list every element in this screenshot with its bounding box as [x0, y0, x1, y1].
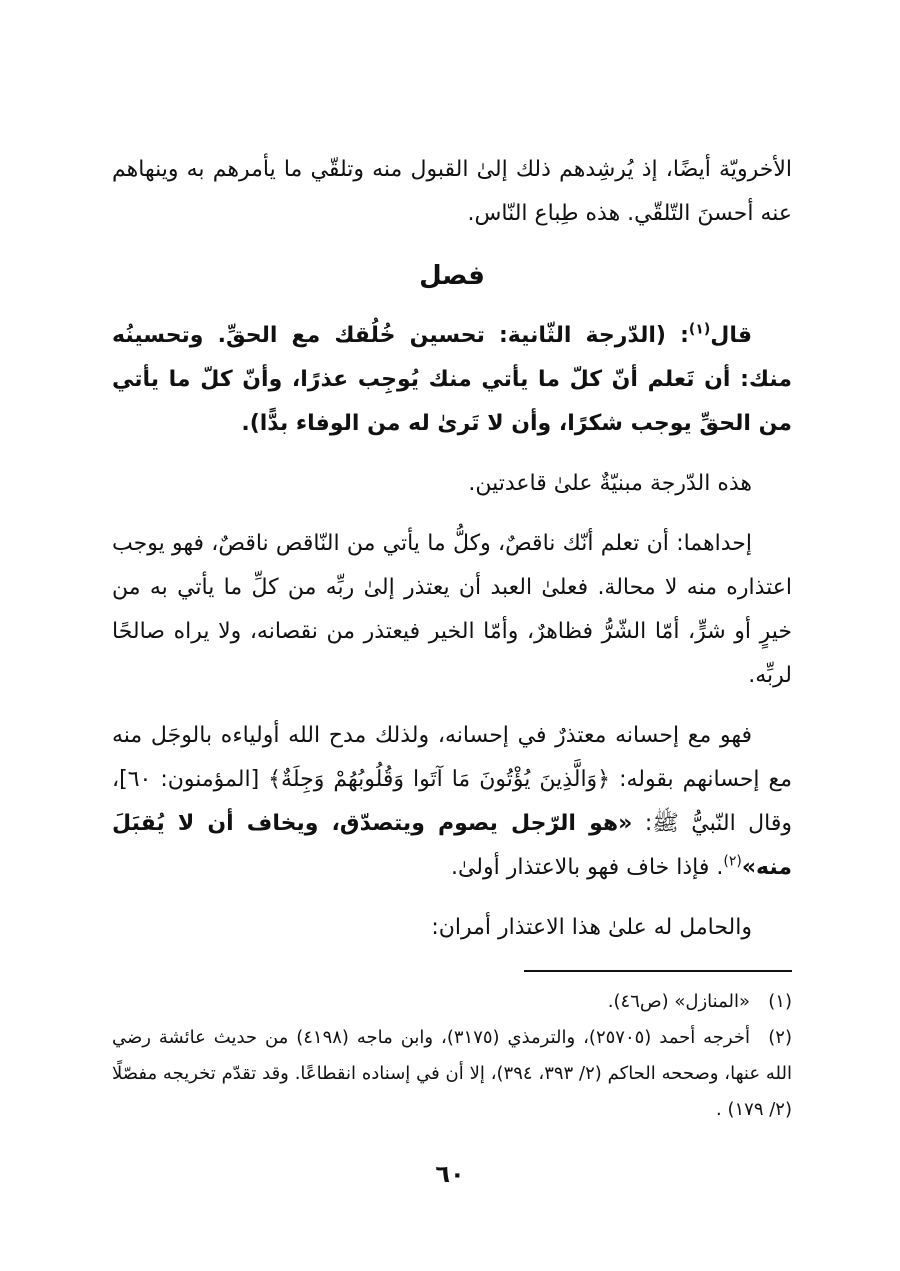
quote-text: : (الدّرجة الثّانية: تحسين خُلُقك مع الحقِّ. وتحسينُه منك: أن تَعلم أنّ كلّ ما يأتي منك يُوجِب عذرًا، وأنّ كلّ ما يأتي من الحقِّ يوجب شكرًا، وأن لا تَرىٰ له من الوفاء بدًّا). — [112, 323, 792, 436]
quran-verse: ﴿وَالَّذِينَ يُؤْتُونَ مَا آتَوا وَقُلُوبُهُمْ وَجِلَةٌ﴾ — [268, 767, 611, 792]
intro-paragraph: الأخرويّة أيضًا، إذ يُرشِدهم ذلك إلىٰ القبول منه وتلقّي ما يأمرهم به وينهاهم عنه أحسنَ التّلقّي. هذه طِباع النّاس. — [112, 157, 792, 226]
two-bases-paragraph: هذه الدّرجة مبنيّةٌ علىٰ قاعدتين. — [468, 471, 752, 496]
footnote-1 — [112, 984, 792, 1020]
section-heading: فصل — [419, 261, 485, 291]
footnote-number: (١) — [768, 991, 792, 1012]
page-number: ٦٠ — [435, 1160, 465, 1188]
ihsan-text: فهو مع إحسانه معتذرٌ في إحسانه، ولذلك مدح الله أولياءه بالوجَل منه مع إحسانهم بقوله: — [112, 723, 793, 792]
footnote-ref-1: (١) — [688, 321, 711, 338]
quote-qaal: قال — [710, 323, 752, 348]
hadith-text: «هو الرّجل يصوم ويتصدّق، ويخاف أن لا يُقبَلَ منه» — [112, 811, 792, 880]
ihsan-paragraph — [112, 714, 792, 890]
footnote-number: (٢) — [768, 1027, 792, 1048]
verse-reference: [المؤمنون: ٦٠]، وقال النّبيُّ ﷺ: — [112, 767, 792, 836]
footnote-ref-2: (٢) — [723, 853, 742, 870]
footnote-2 — [112, 1020, 792, 1128]
footnote-divider — [524, 970, 792, 972]
footnote-text: «المنازل» (ص٤٦). — [607, 991, 750, 1012]
two-matters-paragraph: والحامل له علىٰ هذا الاعتذار أمران: — [431, 915, 752, 940]
ihsan-conclusion: . فإذا خاف فهو بالاعتذار أولىٰ. — [450, 855, 724, 880]
first-base-paragraph: إحداهما: أن تعلم أنّك ناقصٌ، وكلُّ ما يأتي من النّاقص ناقصٌ، فهو يوجب اعتذاره منه لا محالة. فعلىٰ العبد أن يعتذر إلىٰ ربِّه من كلِّ ما يأتي به من خيرٍ أو شرٍّ، أمّا الشّرُّ فظاهرٌ، وأمّا الخير فيعتذر من نقصانه، ولا يراه صالحًا لربِّه. — [112, 531, 792, 688]
quote-paragraph — [112, 314, 792, 446]
footnote-text: أخرجه أحمد (٢٥٧٠٥)، والترمذي (٣١٧٥)، وابن ماجه (٤١٩٨) من حديث عائشة رضي الله عنها، وصححه الحاكم (٢/ ٣٩٣، ٣٩٤)، إلا أن في إسناده انقطاعًا. وقد تقدّم تخريجه مفصّلًا (٢/ ١٧٩) . — [112, 1027, 792, 1120]
